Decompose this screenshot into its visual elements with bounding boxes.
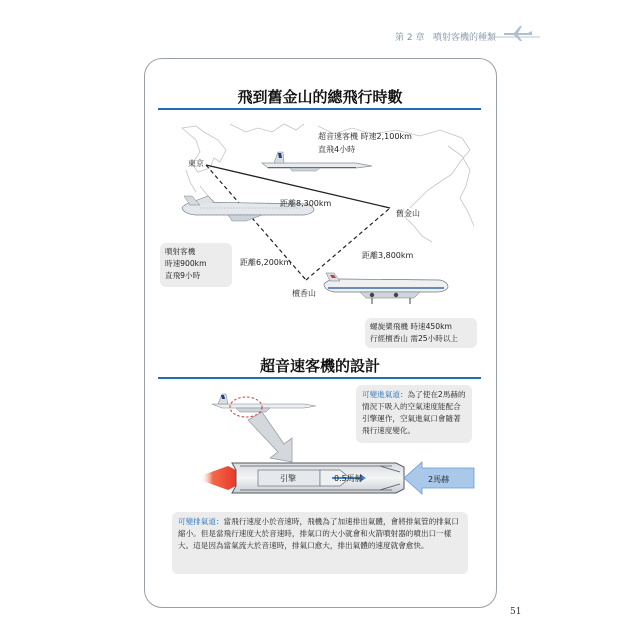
mach-inner-label: 0.5馬赫 xyxy=(334,474,363,483)
prop-info-line2: 行經檀香山 需25小時以上 xyxy=(370,334,459,343)
distance-tokyo-honolulu: 距離6,200km xyxy=(240,258,292,267)
jet-info-line2: 時速900km xyxy=(165,259,207,268)
chapter-title: 噴射客機的種類 xyxy=(433,33,497,43)
section1-title: 飛到舊金山的總飛行時數 xyxy=(237,88,403,106)
intake-callout xyxy=(356,385,472,443)
exhaust-callout xyxy=(172,512,468,574)
city-san-francisco: 舊金山 xyxy=(396,209,420,218)
exhaust-callout-text: ：當飛行速度小於音速時，飛機為了加速排出氣體，會將排氣管的排氣口縮小。但是當飛行速度大於音速時，排氣口的大小就會和火箭噴射器的噴出口一樣大。這是因為當氣流大於音速時，排氣口愈大，排出氣體的速度就會愈快。 xyxy=(178,517,459,550)
city-honolulu: 檀香山 xyxy=(292,289,316,298)
city-tokyo: 東京 xyxy=(188,159,204,168)
intake-callout-text: ：為了使在2馬赫的情況下吸入的空氣速度能配合引擎運作，空氣進氣口會隨著飛行速度變化。 xyxy=(362,390,466,435)
supersonic-time: 直飛4小時 xyxy=(318,145,356,154)
chapter-number: 第 2 章 xyxy=(395,33,425,43)
exhaust-callout-title: 可變排氣道 xyxy=(178,517,216,526)
distance-honolulu-sf: 距離3,800km xyxy=(362,251,414,260)
section2-title: 超音速客機的設計 xyxy=(259,357,380,375)
distance-tokyo-sf: 距離8,300km xyxy=(280,199,332,208)
intake-callout-title: 可變進氣道 xyxy=(362,390,400,399)
zoom-arrow-icon xyxy=(248,412,292,462)
concorde-small-icon xyxy=(212,394,316,412)
jet-info-line1: 噴射客機 xyxy=(165,247,196,256)
mach-outer-label: 2馬赫 xyxy=(428,475,450,484)
engine-label: 引擎 xyxy=(280,474,296,483)
prop-info-line1: 螺旋槳飛機 時速450km xyxy=(370,322,452,331)
page-number: 51 xyxy=(510,607,522,617)
jet-info-line3: 直飛9小時 xyxy=(165,271,201,280)
exhaust-flame xyxy=(200,466,236,490)
supersonic-speed: 超音速客機 時速2,100km xyxy=(318,132,412,141)
